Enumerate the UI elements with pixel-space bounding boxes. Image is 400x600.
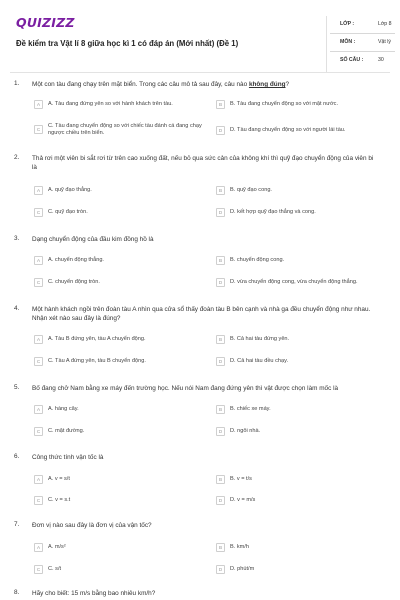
- option-text: A. v = s/t: [48, 476, 70, 482]
- question-number: 7.: [14, 521, 20, 528]
- question-number: 6.: [14, 453, 20, 460]
- option-letter-box: A: [34, 100, 43, 109]
- question-number: 3.: [14, 235, 20, 242]
- question-number: 2.: [14, 154, 20, 161]
- option-letter-box: D: [216, 496, 225, 505]
- option-text: D. Tàu đang chuyển động so với người lái tàu.: [230, 127, 346, 133]
- question-emphasis: không đúng: [248, 81, 286, 88]
- option-text: D. v = m/s: [230, 497, 256, 503]
- option-letter-box: A: [34, 475, 43, 484]
- document-title: Đề kiểm tra Vật lí 8 giữa học kì 1 có đáp án (Mới nhất) (Đề 1): [16, 39, 239, 48]
- option-text: B. Tàu đang chuyển động so với mặt nước.: [230, 101, 338, 107]
- question-text: Dạng chuyển động của đầu kim đồng hồ là: [32, 236, 154, 243]
- option-text: A. m/s²: [48, 544, 66, 550]
- option-text: B. quỹ đạo cong.: [230, 187, 272, 193]
- option-letter-box: B: [216, 186, 225, 195]
- option-text: C. s/t: [48, 566, 62, 572]
- question-text: Đơn vị nào sau đây là đơn vị của vận tốc?: [32, 522, 152, 529]
- option-text: B. chuyển động cong.: [230, 257, 285, 263]
- option-text: A. quỹ đạo thẳng.: [48, 187, 92, 193]
- meta-row-count: [330, 52, 395, 70]
- question-text: Công thức tính vận tốc là: [32, 454, 104, 461]
- meta-row-subject: [330, 34, 395, 52]
- meta-label: LỚP :: [340, 21, 355, 27]
- option-letter-box: D: [216, 278, 225, 287]
- option-letter-box: A: [34, 186, 43, 195]
- question-number: 4.: [14, 305, 20, 312]
- option-letter-box: D: [216, 126, 225, 135]
- option-letter-box: D: [216, 208, 225, 217]
- option-letter-box: C: [34, 427, 43, 436]
- option-text: C. mặt đường.: [48, 428, 85, 434]
- question-text: Một hành khách ngồi trên đoàn tàu A nhìn qua cửa sổ thấy đoàn tàu B bên cạnh và nhà ga đều chuyển động như nhau. Nhận xét nào sau đây là đúng?: [32, 306, 371, 322]
- option-letter-box: D: [216, 427, 225, 436]
- meta-row-class: [330, 16, 395, 34]
- option-letter-box: B: [216, 475, 225, 484]
- option-letter-box: B: [216, 405, 225, 414]
- meta-value: Vật lý: [378, 39, 391, 45]
- question-text: Một con tàu đang chạy trên mặt biển. Trong các câu mô tả sau đây, câu nào không đúng?: [32, 81, 290, 88]
- meta-value: 30: [378, 57, 384, 63]
- option-letter-box: C: [34, 125, 43, 134]
- option-text: A. chuyển động thẳng.: [48, 257, 104, 263]
- option-letter-box: B: [216, 100, 225, 109]
- option-text: C. quỹ đạo tròn.: [48, 209, 88, 215]
- option-letter-box: D: [216, 565, 225, 574]
- worksheet-header: [10, 8, 390, 66]
- option-text: B. km/h: [230, 544, 249, 550]
- option-text: C. v = s.t: [48, 497, 71, 503]
- option-letter-box: C: [34, 357, 43, 366]
- option-letter-box: B: [216, 335, 225, 344]
- meta-label: MÔN :: [340, 39, 356, 45]
- option-letter-box: A: [34, 543, 43, 552]
- question-number: 5.: [14, 384, 20, 391]
- option-text: D. vừa chuyển động cong, vừa chuyển động thẳng.: [230, 279, 358, 285]
- header-divider: [10, 72, 390, 73]
- meta-label: SỐ CÂU :: [340, 57, 364, 63]
- option-text: B. chiếc xe máy.: [230, 406, 271, 412]
- question-number: 1.: [14, 80, 20, 87]
- question-text: Bố đang chở Nam bằng xe máy đến trường học. Nếu nói Nam đang đứng yên thì vật được chọn làm mốc là: [32, 385, 339, 392]
- option-letter-box: C: [34, 278, 43, 287]
- option-text: D. ngôi nhà.: [230, 428, 261, 434]
- option-letter-box: D: [216, 357, 225, 366]
- meta-value: Lớp 8: [378, 21, 392, 27]
- question-number: 8.: [14, 589, 20, 596]
- option-text: B. Cả hai tàu đứng yên.: [230, 336, 290, 342]
- option-text: D. phút/m: [230, 566, 255, 572]
- question-text: Hãy cho biết: 15 m/s bằng bao nhiêu km/h?: [32, 590, 156, 597]
- option-text: A. Tàu đang đứng yên so với hành khách trên tàu.: [48, 101, 173, 107]
- option-text: C. Tàu A đứng yên, tàu B chuyển động.: [48, 358, 146, 364]
- option-text: D. Cả hai tàu đều chạy.: [230, 358, 289, 364]
- option-text: B. v = t/s: [230, 476, 252, 482]
- option-letter-box: C: [34, 496, 43, 505]
- option-letter-box: B: [216, 256, 225, 265]
- option-text: A. hàng cây.: [48, 406, 79, 412]
- question-text: Thả rơi một viên bi sắt rơi từ trên cao xuống đất, nếu bỏ qua sức cản của không khí thì quỹ đạo chuyển động của viên bi là: [32, 155, 374, 171]
- option-letter-box: A: [34, 335, 43, 344]
- option-letter-box: B: [216, 543, 225, 552]
- meta-info: [330, 12, 395, 72]
- option-text: A. Tàu B đứng yên, tàu A chuyển động.: [48, 336, 146, 342]
- option-text: D. kết hợp quỹ đạo thẳng và cong.: [230, 209, 316, 215]
- option-text: C. Tàu đang chuyển động so với chiếc tàu đánh cá đang chạy ngược chiều trên biển.: [48, 123, 202, 136]
- option-letter-box: C: [34, 208, 43, 217]
- meta-divider: [326, 16, 327, 72]
- option-letter-box: A: [34, 256, 43, 265]
- option-letter-box: A: [34, 405, 43, 414]
- option-letter-box: C: [34, 565, 43, 574]
- quizizz-logo: QUIZIZZ: [16, 15, 75, 30]
- option-text: C. chuyển động tròn.: [48, 279, 100, 285]
